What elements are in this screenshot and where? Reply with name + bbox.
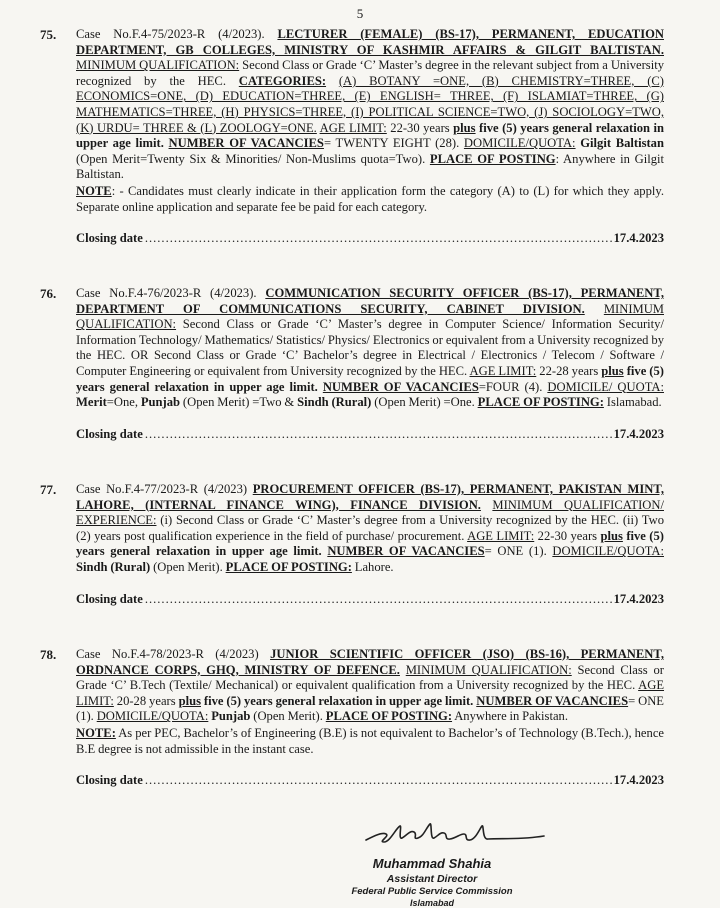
signatory-organization: Federal Public Service Commission (351, 886, 513, 897)
vacancies-text: = TWENTY EIGHT (28). (323, 136, 460, 151)
vacancies-label: NUMBER OF VACANCIES (322, 379, 479, 394)
min-qualification-label: MINIMUM QUALIFICATION: (76, 301, 664, 332)
leader-dots (145, 592, 612, 607)
domicile-text: (Open Merit). (153, 559, 223, 574)
case-number: Case No.F.4-78/2023-R (4/2023) (76, 647, 259, 661)
domicile-text: (Open Merit) =One. (374, 395, 475, 410)
closing-date-value: 17.4.2023 (613, 231, 664, 246)
min-qualification-text: Second Class or Grade ‘C’ Master’s degree in the relevant subject from a University recognized by the HEC. (76, 58, 664, 88)
domicile-text: (Open Merit) =Two & (182, 395, 295, 410)
note-text: As per PEC, Bachelor’s of Engineering (B.E) is not equivalent to Bachelor’s of Technology (B.Tech.), hence B.E degree is not admissible in the instant case. (76, 725, 664, 756)
case-entry-78 (40, 647, 665, 788)
leader-dots (145, 773, 612, 788)
posting-text: Lahore. (354, 559, 394, 574)
post-title: LECTURER (FEMALE) (BS-17), PERMANENT, EDUCATION DEPARTMENT, GB COLLEGES, MINISTRY OF KASHMIR AFFAIRS & GILGIT BALTISTAN. (76, 27, 664, 57)
plus-text: plus (600, 528, 623, 543)
entry-number: 77. (40, 482, 57, 497)
vacancies-label: NUMBER OF VACANCIES (168, 136, 324, 151)
closing-date-row (76, 592, 664, 607)
min-qualification-label: MINIMUM QUALIFICATION: (405, 662, 572, 677)
vacancies-text: = ONE (1). (76, 693, 664, 724)
domicile-bold: Sindh (Rural) (76, 559, 151, 574)
closing-date-value: 17.4.2023 (613, 426, 664, 441)
age-limit-label: AGE LIMIT: (76, 678, 665, 708)
posting-label: PLACE OF POSTING: (477, 395, 604, 410)
min-qualification-label: MINIMUM QUALIFICATION: (76, 58, 240, 73)
plus-text: plus (178, 693, 201, 708)
domicile-bold: Gilgit Baltistan (580, 136, 664, 151)
leader-dots (145, 231, 612, 246)
domicile-bold-merit: Merit (76, 395, 107, 410)
entry-body (76, 482, 664, 576)
posting-text: : Anywhere in Gilgit Baltistan. (76, 151, 664, 182)
domicile-text: =One, (106, 395, 138, 410)
case-entry-76 (40, 286, 665, 442)
domicile-text: (Open Merit). (253, 709, 323, 724)
signatory-name: Muhammad Shahia (372, 856, 492, 871)
note-label: NOTE: (76, 725, 116, 740)
age-limit-label: AGE LIMIT: (467, 528, 535, 543)
age-limit-label: AGE LIMIT: (319, 120, 387, 135)
relaxation-text: five (5) years general relaxation in upper age limit. (203, 693, 474, 708)
handwritten-signature (360, 818, 550, 848)
entry-body (76, 27, 664, 183)
domicile-label: DOMICILE/QUOTA: (96, 709, 209, 724)
relaxation-text: five (5) years general relaxation in upper age limit. (76, 363, 664, 394)
closing-date-label: Closing date (76, 591, 143, 606)
age-limit-text: 22-28 years (539, 363, 599, 378)
case-number: Case No.F.4-77/2023-R (4/2023) (76, 482, 248, 496)
closing-date-value: 17.4.2023 (613, 591, 664, 606)
age-limit-label: AGE LIMIT: (469, 363, 537, 378)
min-qualification-text: (i) Second Class or Grade ‘C’ Master’s degree from a University recognized by the HEC. (ii) Two (2) years post qualification experience in the field of purchase/ procurement. (76, 513, 664, 543)
domicile-bold: Punjab (211, 709, 251, 724)
vacancies-text: = ONE (1). (484, 544, 547, 559)
case-number: Case No.F.4-75/2023-R (4/2023). (76, 27, 265, 41)
page-number: 5 (356, 6, 364, 21)
closing-date-label: Closing date (76, 231, 143, 246)
posting-text: Anywhere in Pakistan. (454, 709, 568, 724)
posting-text: Islamabad. (606, 395, 662, 410)
age-limit-text: 22-30 years (390, 120, 450, 135)
signatory-title: Assistant Director (386, 873, 478, 885)
categories-text: (A) BOTANY =ONE, (B) CHEMISTRY=THREE, (C) ECONOMICS=ONE, (D) EDUCATION=THREE, (E) ENGLISH= THREE, (F) ISLAMIAT=THREE, (G) MATHEMATICS=THREE, (H) PHYSICS=THREE, (I) POLITICAL SCIENCE=TWO, (J) SOCIOLOGY=TWO, (K) URDU= THREE & (L) ZOOLOGY=ONE. (76, 73, 664, 135)
domicile-label: DOMICILE/QUOTA: (463, 136, 576, 151)
entry-number: 76. (40, 286, 57, 301)
domicile-bold-punjab: Punjab (140, 395, 181, 410)
signatory-city: Islamabad (409, 898, 455, 908)
posting-label: PLACE OF POSTING: (225, 559, 352, 574)
domicile-text: (Open Merit=Twenty Six & Minorities/ Non-Muslims quota=Two). (76, 151, 426, 166)
closing-date-label: Closing date (76, 773, 143, 788)
entry-number: 75. (40, 27, 57, 42)
post-title: JUNIOR SCIENTIFIC OFFICER (JSO) (BS-16), PERMANENT, ORDNANCE CORPS, GHQ, MINISTRY OF DEFENCE. (76, 647, 664, 677)
closing-date-row (76, 427, 664, 442)
plus-text: plus (601, 363, 624, 378)
domicile-bold-sindh: Sindh (Rural) (297, 395, 372, 410)
post-title: COMMUNICATION SECURITY OFFICER (BS-17), PERMANENT, DEPARTMENT OF COMMUNICATIONS SECURITY, CABINET DIVISION. (76, 286, 664, 316)
min-qualification-text: Second Class or Grade ‘C’ Master’s degree in Computer Science/ Information Security/ Information Technology/ Mathematics/ Statistics/ Physics/ Electronics or equivalent from a University recognized by the HEC. OR Second Class or Grade ‘C’ Bachelor’s degree in Electrical / Electronics / Telecom / Software / Computer Engineering or equivalent from University recognized by the HEC. (76, 317, 664, 378)
vacancies-label: NUMBER OF VACANCIES (476, 693, 629, 708)
closing-date-row (76, 231, 664, 246)
posting-label: PLACE OF POSTING: (325, 709, 453, 724)
leader-dots (145, 427, 612, 442)
case-entry-77 (40, 482, 665, 607)
note (76, 184, 664, 215)
closing-date-row (76, 773, 664, 788)
closing-date-label: Closing date (76, 426, 143, 441)
entry-number: 78. (40, 647, 57, 662)
vacancies-text: =FOUR (4). (478, 379, 543, 394)
entry-body (76, 647, 664, 725)
note (76, 726, 664, 757)
case-entry-75 (40, 27, 665, 246)
relaxation-text: five (5) years general relaxation in upper age limit. (76, 528, 664, 559)
case-number: Case No.F.4-76/2023-R (4/2023). (76, 286, 257, 300)
categories-label: CATEGORIES: (238, 73, 327, 88)
age-limit-text: 22-30 years (537, 528, 598, 543)
min-qualification-label: MINIMUM QUALIFICATION/ EXPERIENCE: (76, 497, 664, 528)
note-label: NOTE (76, 183, 112, 198)
vacancies-label: NUMBER OF VACANCIES (327, 544, 485, 559)
plus-text: plus (453, 120, 476, 135)
relaxation-text: five (5) years general relaxation in upper age limit. (76, 120, 665, 151)
post-title: PROCUREMENT OFFICER (BS-17), PERMANENT, PAKISTAN MINT, LAHORE, (INTERNAL FINANCE WING), FINANCE DIVISION. (76, 482, 664, 512)
closing-date-value: 17.4.2023 (613, 773, 664, 788)
domicile-label: DOMICILE/ QUOTA: (547, 379, 664, 394)
min-qualification-text: Second Class or Grade ‘C’ B.Tech (Textile/ Mechanical) or equivalent qualification from a University recognized by the HEC. (76, 662, 664, 693)
domicile-label: DOMICILE/QUOTA: (552, 544, 664, 559)
entry-body (76, 286, 664, 411)
note-text: : - Candidates must clearly indicate in their application form the category (A) to (L) for which they apply. Separate online application and separate fee be paid for each category. (76, 183, 664, 214)
posting-label: PLACE OF POSTING (429, 151, 556, 166)
age-limit-text: 20-28 years (116, 693, 176, 708)
